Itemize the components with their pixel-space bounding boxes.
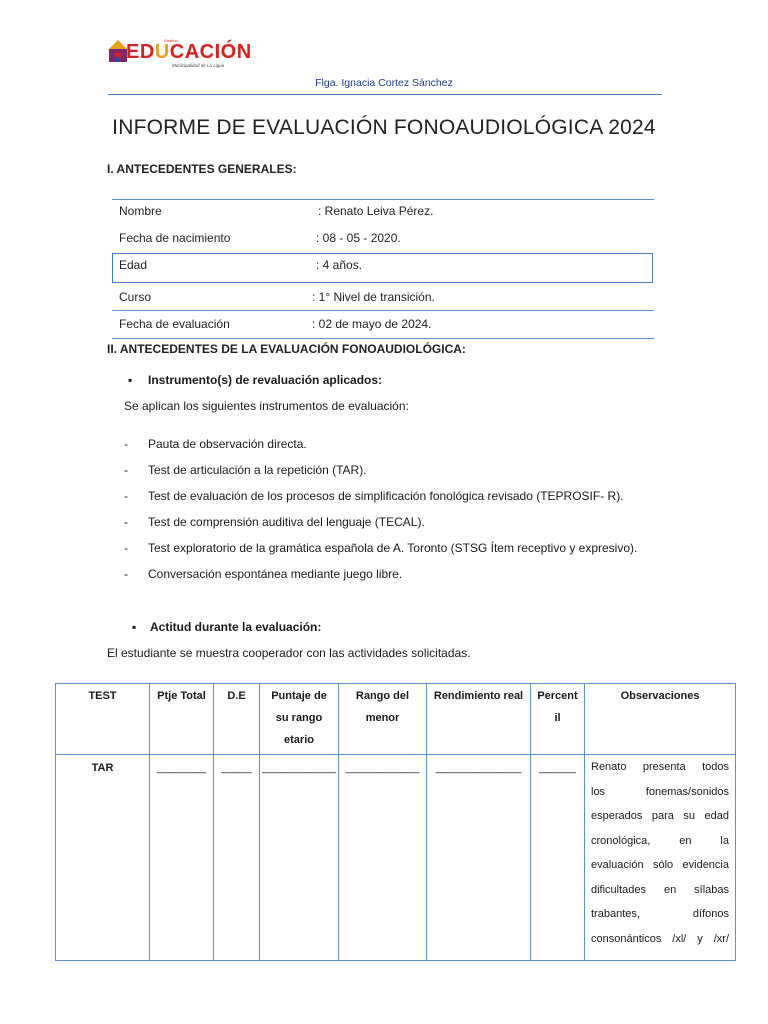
logo-top-text: Gestión xyxy=(164,38,178,43)
info-table-bottom-border xyxy=(112,338,654,339)
column-header: Puntaje de su rango etario xyxy=(260,684,339,755)
column-header: TEST xyxy=(56,684,150,755)
attitude-heading: ▪ Actitud durante la evaluación: xyxy=(132,620,322,634)
list-item: - Conversación espontánea mediante juego libre. xyxy=(124,567,403,581)
instruments-intro: Se aplican los siguientes instrumentos de evaluación: xyxy=(124,399,409,413)
table-cell: _____ xyxy=(214,755,260,961)
observations-cell: Renato presenta todos los fonemas/sonidos esperados para su edad cronológica, en la evaluación sólo evidencia dificultades en sílabas trabantes, dífonos consonánticos /xl/ y /xr/ xyxy=(585,755,736,961)
info-label: Curso xyxy=(119,290,152,304)
list-item: - Test exploratorio de la gramática española de A. Toronto (STSG Ítem receptivo y expresivo). xyxy=(124,541,638,555)
info-row-curso xyxy=(112,285,654,311)
table-cell: ____________ xyxy=(260,755,339,961)
header-author: Flga. Ignacia Cortez Sánchez xyxy=(315,77,453,89)
table-cell: ____________ xyxy=(339,755,427,961)
square-bullet-icon: ▪ xyxy=(128,373,133,387)
list-item: - Pauta de observación directa. xyxy=(124,437,307,451)
municipal-education-logo xyxy=(106,36,252,74)
info-value: : 4 años. xyxy=(316,258,363,272)
instruments-heading: ▪ Instrumento(s) de revaluación aplicados: xyxy=(128,373,383,387)
info-value: : 08 - 05 - 2020. xyxy=(316,231,401,245)
page-title: INFORME DE EVALUACIÓN FONOAUDIOLÓGICA 2024 xyxy=(112,116,656,139)
column-header: Rendimiento real xyxy=(427,684,531,755)
info-row-divider xyxy=(112,310,654,311)
square-bullet-icon: ▪ xyxy=(132,620,137,634)
table-cell: ______________ xyxy=(427,755,531,961)
info-value: : Renato Leiva Pérez. xyxy=(318,204,434,218)
logo-wordmark: EDUCACIÓN xyxy=(126,41,252,63)
list-item: - Test de evaluación de los procesos de simplificación fonológica revisado (TEPROSIF- R). xyxy=(124,489,624,503)
info-row-nombre xyxy=(112,199,654,225)
header-divider xyxy=(108,94,662,95)
info-label: Fecha de evaluación xyxy=(119,317,230,331)
info-value: : 1° Nivel de transición. xyxy=(312,290,435,304)
section-evaluation-heading: II. ANTECEDENTES DE LA EVALUACIÓN FONOAUDIOLÓGICA: xyxy=(107,342,466,356)
info-row-fecha-evaluacion xyxy=(112,312,654,338)
column-header: Observaciones xyxy=(585,684,736,755)
list-item: - Test de articulación a la repetición (TAR). xyxy=(124,463,367,477)
table-cell: ______ xyxy=(531,755,585,961)
info-value: : 02 de mayo de 2024. xyxy=(312,317,432,331)
column-header: Rango del menor xyxy=(339,684,427,755)
section-general-heading: I. ANTECEDENTES GENERALES: xyxy=(107,162,297,176)
table-header-row xyxy=(56,684,736,755)
info-label: Fecha de nacimiento xyxy=(119,231,231,245)
column-header: D.E xyxy=(214,684,260,755)
table-cell: TAR xyxy=(56,755,150,961)
info-row-edad xyxy=(112,253,654,279)
column-header: Ptje Total xyxy=(150,684,214,755)
logo-subtitle: Municipalidad de La Ligua xyxy=(172,63,225,68)
info-label: Nombre xyxy=(119,204,162,218)
table-cell: ________ xyxy=(150,755,214,961)
evaluation-results-table xyxy=(55,683,736,961)
info-label: Edad xyxy=(119,258,148,272)
attitude-text: El estudiante se muestra cooperador con las actividades solicitadas. xyxy=(107,646,471,660)
table-row xyxy=(56,755,736,961)
info-row-fecha-nacimiento xyxy=(112,226,654,252)
list-item: - Test de comprensión auditiva del lenguaje (TECAL). xyxy=(124,515,425,529)
column-header: Percent il xyxy=(531,684,585,755)
